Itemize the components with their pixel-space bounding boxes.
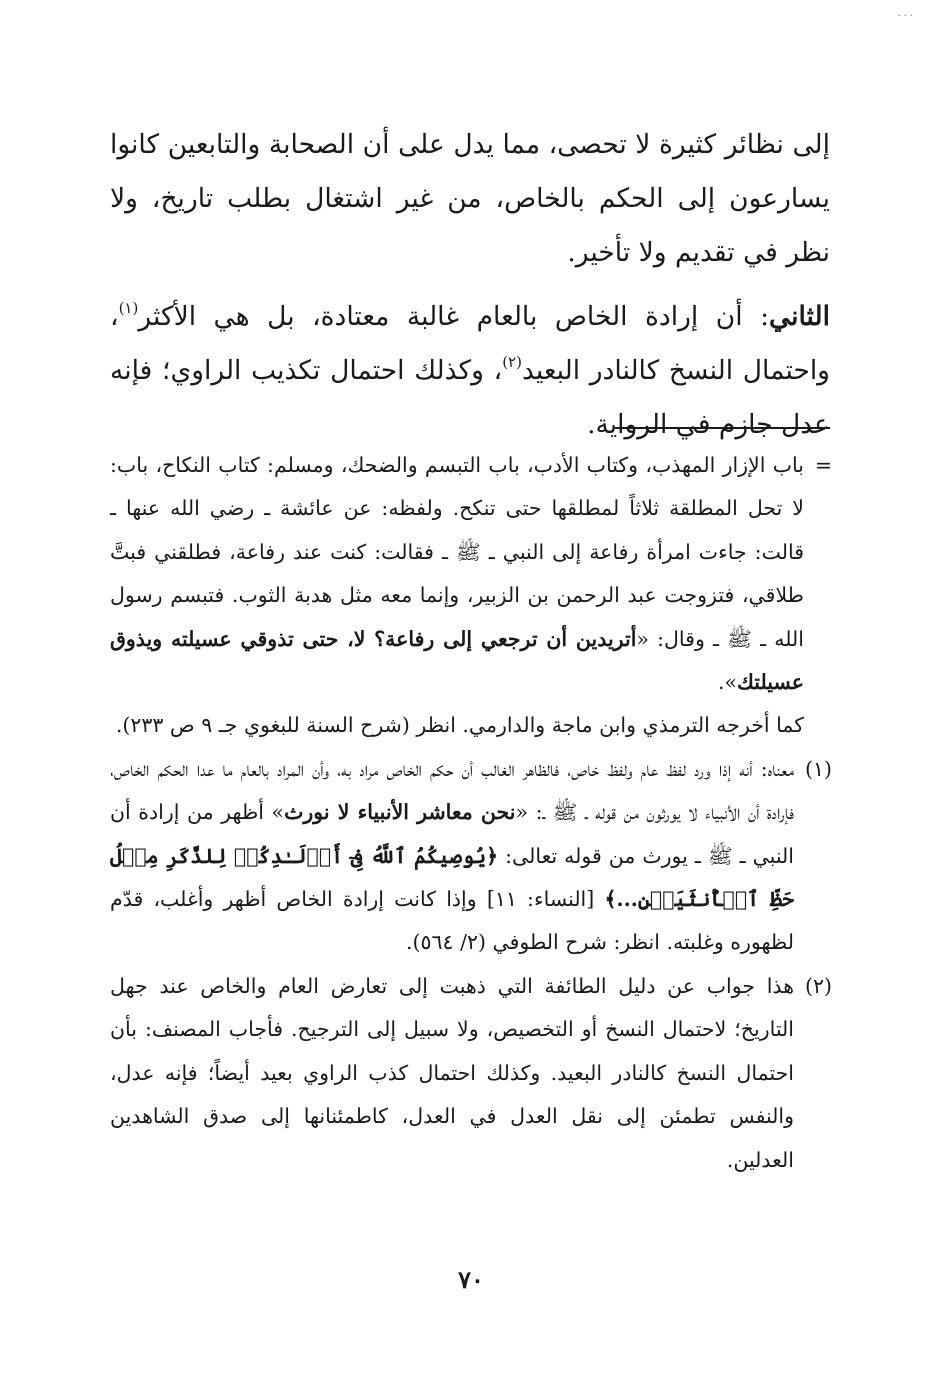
paragraph-2-part-a: : أن إرادة الخاص بالعام غالبة معتادة، بل هي الأكثر [138, 301, 770, 332]
footnote-ref-2[interactable]: (٢) [502, 353, 522, 371]
footnote-1-text-b: » أظهر من إرادة أن النبي ـ ﷺ ـ يورث من قوله تعالى: [110, 800, 794, 868]
footnote-1-number: (١) [804, 756, 832, 781]
footnotes [110, 444, 832, 1182]
footnote-2 [110, 965, 832, 1182]
paragraph-2-label: الثاني [769, 301, 830, 332]
paragraph-2-part-b: ، واحتمال النسخ كالنادر البعيد [110, 301, 830, 386]
paragraph-2-part-c: ، وكذلك احتمال تكذيب الراوي؛ فإنه عدل جازم في الرواية. [110, 355, 830, 440]
footnote-1-text-a: معناه: أنه إذا ورد لفظ عام ولفظ خاص، فالظاهر الغالب أن حكم الخاص مراد به، وأن المراد بالعام ما عدا الحكم الخاص، فإرادة أن الأنبياء لا يورثون من قوله ـ ﷺ ـ: « [110, 756, 794, 825]
page-number: ٧٠ [458, 1265, 484, 1294]
footnote-1 [110, 748, 832, 965]
footnote-1-hadith: نحن معاشر الأنبياء لا نورث [284, 800, 516, 825]
footnote-separator [615, 427, 830, 429]
footnote-2-number: (٢) [804, 973, 832, 998]
corner-mark: ... [897, 8, 916, 19]
continuation-marker: = [814, 453, 832, 477]
footnote-continued-source: كما أخرجه الترمذي وابن ماجة والدارمي. انظر (شرح السنة للبغوي جـ ٩ ص ٢٣٣). [115, 713, 804, 738]
footnote-continued [110, 444, 832, 748]
main-text [110, 118, 830, 452]
paragraph-1: إلى نظائر كثيرة لا تحصى، مما يدل على أن الصحابة والتابعين كانوا يسارعون إلى الحكم بالخاص، من غير اشتغال بطلب تاريخ، ولا نظر في تقديم ولا تأخير. [110, 129, 830, 268]
footnote-continued-hadith: أتريدين أن ترجعي إلى رفاعة؟ لا، حتى تذوقي عسيلته ويذوق عسيلتك [110, 626, 804, 695]
footnote-continued-text-b: ». [717, 670, 738, 695]
footnote-ref-1[interactable]: (١) [118, 299, 139, 317]
footnote-continued-text-a: باب الإزار المهذب، وكتاب الأدب، باب التبسم والضحك، ومسلم: كتاب النكاح، باب: لا تحل المطلقة ثلاثاً لمطلقها حتى تنكح. ولفظه: عن عائشة ـ رضي الله عنها ـ قالت: جاءت امرأة رفاعة إلى النبي ـ ﷺ ـ فقالت: كنت عند رفاعة، فطلقني فبتَّ طلاقي، فتزوجت عبد الرحمن بن الزبير، وإنما معه مثل هدبة الثوب. فتبسم رسول الله ـ ﷺ ـ وقال: « [110, 453, 804, 651]
footnote-1-quran-verse: ﴿يُوصِيكُمُ ٱللَّهُ فِىٓ أَوۡلَـٰدِكُمۡ لِلذَّكَرِ مِثۡلُ حَظِّ ٱلۡأُنثَيَيۡنِ...﴾ [110, 843, 794, 912]
footnote-1-text-c: [النساء: ١١] وإذا كانت إرادة الخاص أظهر وأغلب، قدّم لظهوره وغلبته. انظر: شرح الطوفي (٢/ ٥٦٤). [110, 887, 794, 955]
footnote-2-text: هذا جواب عن دليل الطائفة التي ذهبت إلى تعارض العام والخاص عند جهل التاريخ؛ لاحتمال النسخ أو التخصيص، ولا سبيل إلى الترجيح. فأجاب المصنف: بأن احتمال النسخ كالنادر البعيد. وكذلك احتمال كذب الراوي بعيد أيضاً؛ فإنه عدل، والنفس تطمئن إلى نقل العدل في العدل، كاطمئنانها إلى صدق الشاهدين العدلين. [110, 973, 794, 1172]
